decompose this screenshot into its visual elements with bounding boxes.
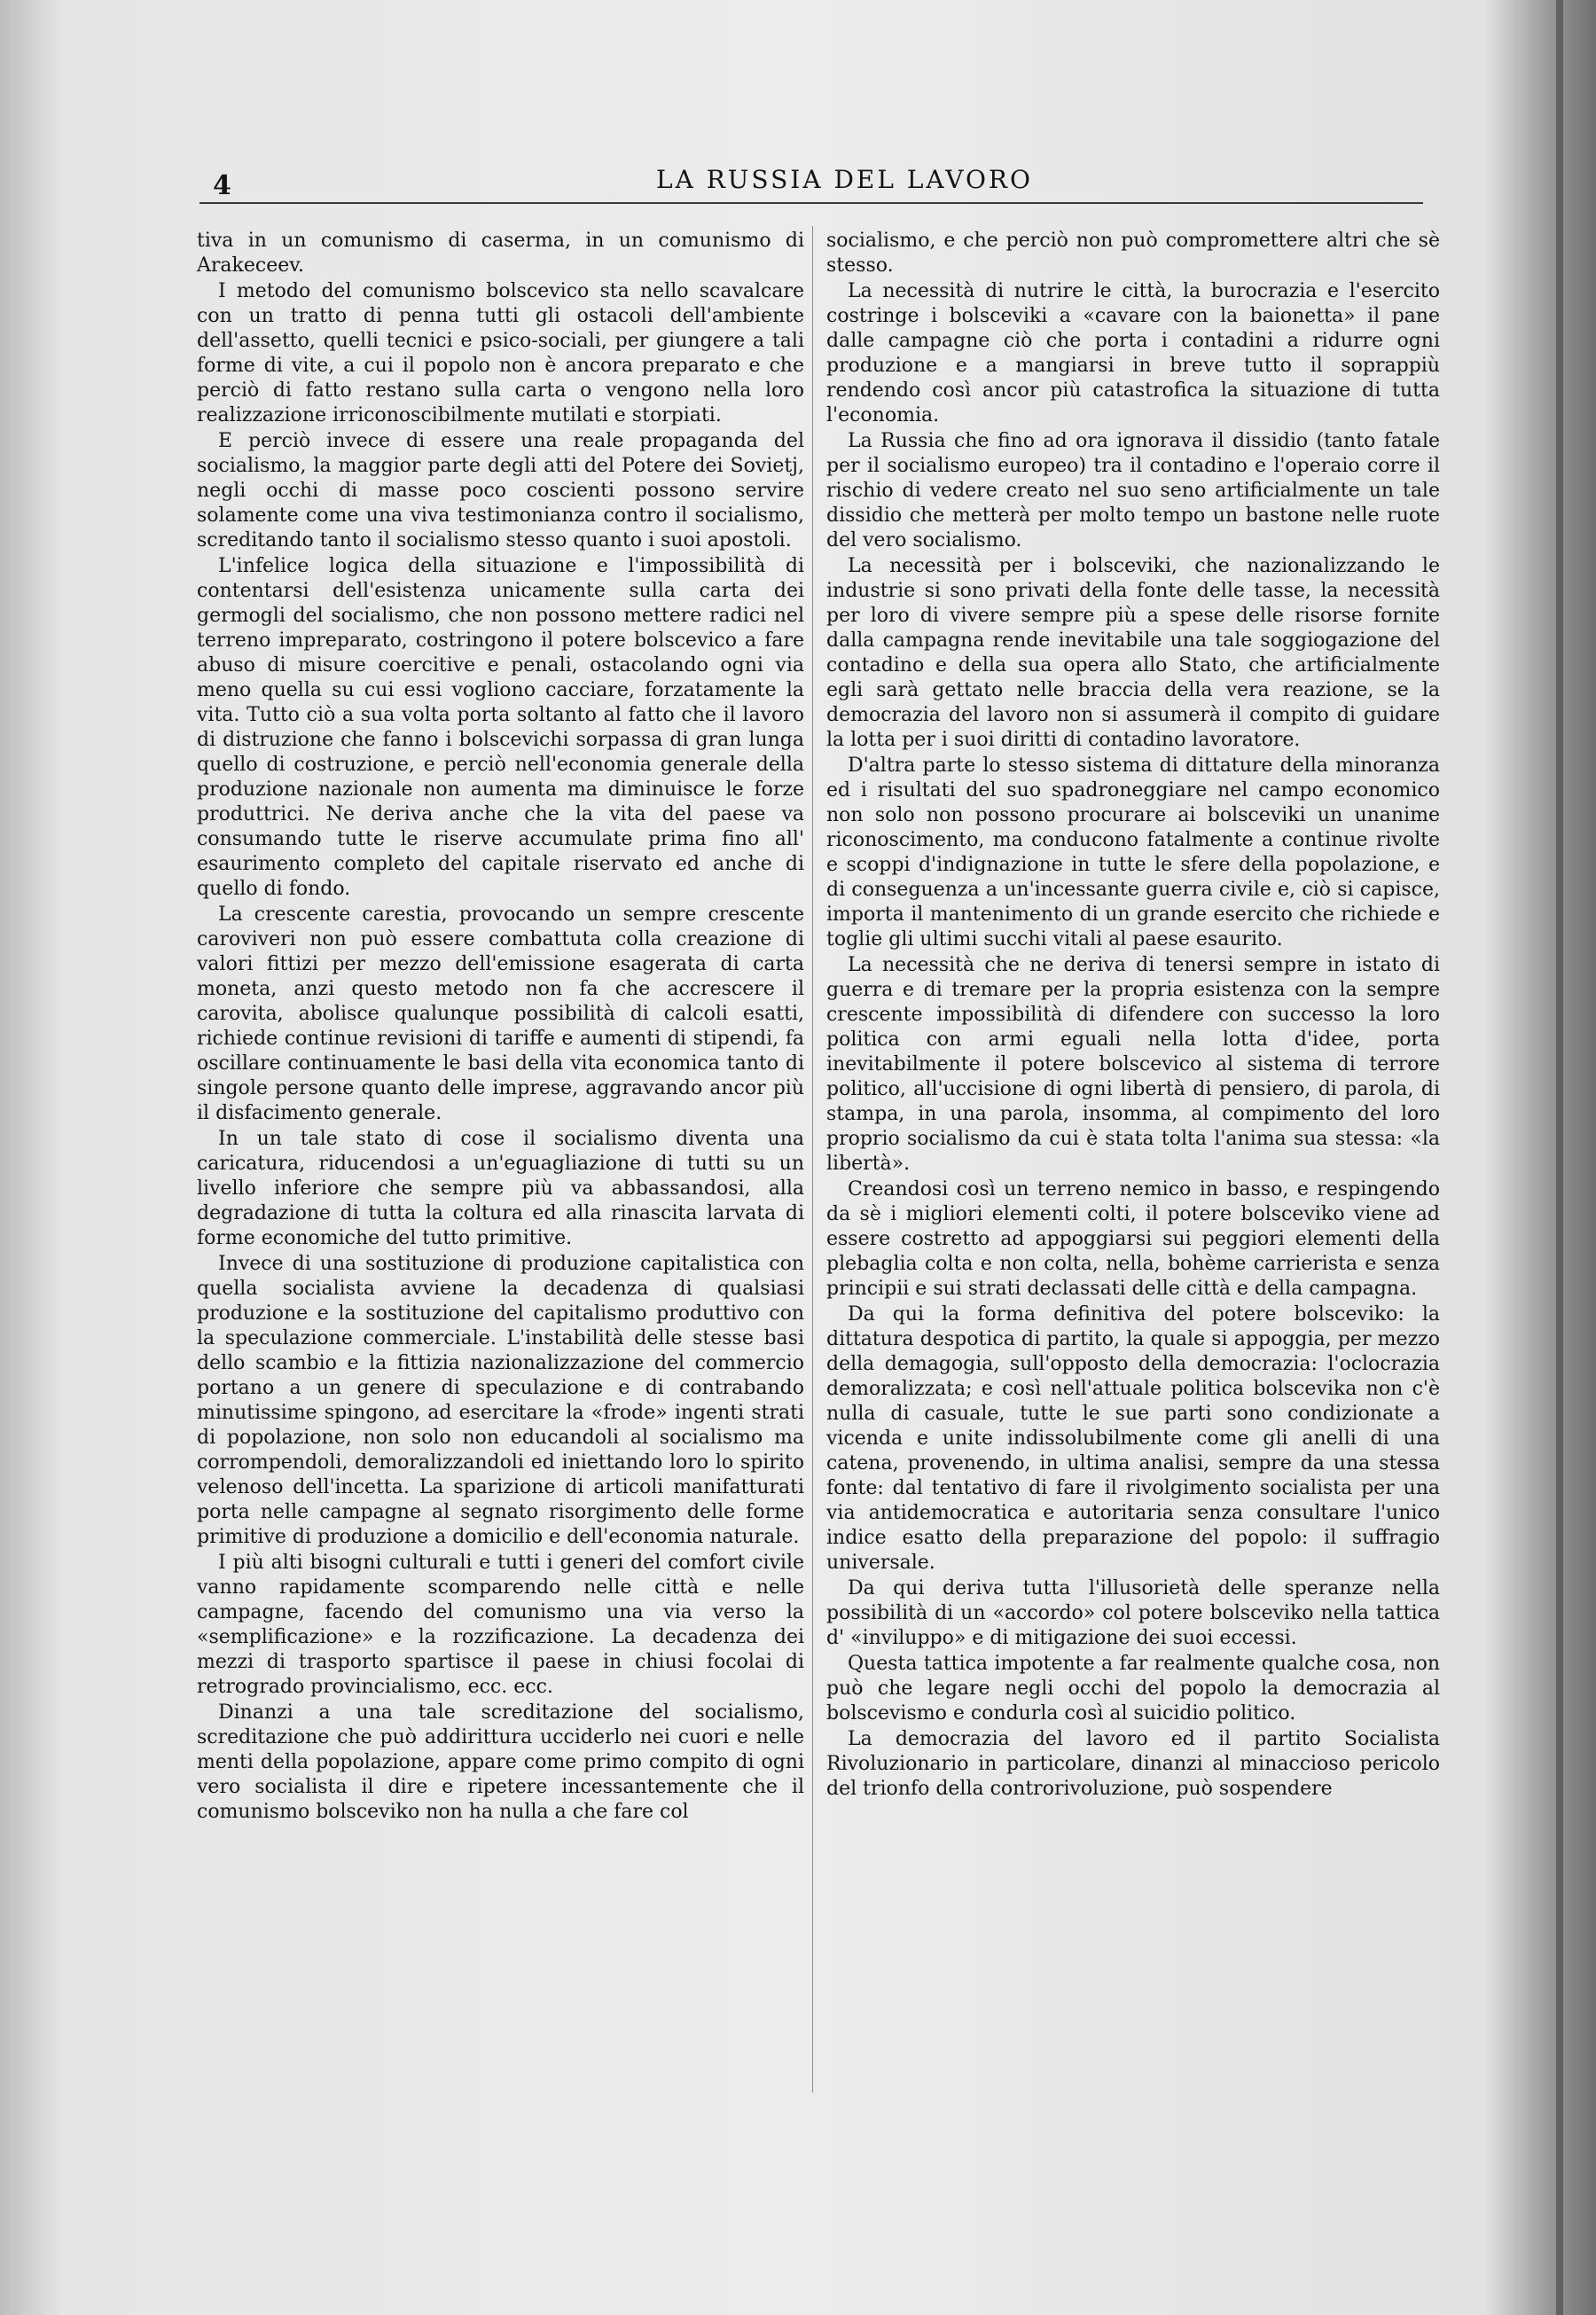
paragraph: La Russia che fino ad ora ignorava il dissidio (tanto fatale per il socialismo europeo) tra il contadino e l'operaio corre il rischio di vedere creato nel suo seno artificialmente un tale dissidio che metterà per molto tempo un bastone nelle ruote del vero socialismo.: [826, 430, 1440, 551]
page-fold-shadow: [1556, 0, 1563, 2315]
paragraph: Da qui la forma definitiva del potere bolsceviko: la dittatura despotica di partito, la quale si appoggia, per mezzo della demagogia, sull'opposto della democrazia: l'oclocrazia demoralizzata; e così nell'attuale politica bolscevika non c'è nulla di casuale, tutte le sue parti sono condizionate a vicenda e unite indissolubilmente come gli anelli di una catena, provenendo, in ultima analisi, sempre da una stessa fonte: dal tentativo di fare il rivolgimento socialista per una via antidemocratica e autoritaria senza consultare l'unico indice esatto della preparazione del popolo: il suffragio universale.: [826, 1303, 1440, 1574]
paragraph: L'infelice logica della situazione e l'impossibilità di contentarsi dell'esistenza unicamente sulla carta dei germogli del socialismo, che non possono mettere radici nel terreno impreparato, costringono il potere bolscevico a fare abuso di misure coercitive e penali, ostacolando ogni via meno quella su cui essi vogliono cacciare, forzatamente la vita. Tutto ciò a sua volta porta soltanto al fatto che il lavoro di distruzione che fanno i bolscevichi sorpassa di gran lunga quello di costruzione, e perciò nell'economia generale della produzione nazionale non aumenta ma diminuisce le forze produttrici. Ne deriva anche che la vita del paese va consumando tutte le riserve accumulate prima fino all' esaurimento completo del capitale riservato ed anche di quello di fondo.: [197, 555, 804, 900]
paragraph: La democrazia del lavoro ed il partito Socialista Rivoluzionario in particolare, dinanzi al minaccioso pericolo del trionfo della controrivoluzione, può sospendere: [826, 1728, 1440, 1800]
paragraph: E perciò invece di essere una reale propaganda del socialismo, la maggior parte degli atti del Potere dei Sovietj, negli occhi di masse poco coscienti possono servire solamente come una viva testimonianza contro il socialismo, screditando tanto il socialismo stesso quanto i suoi apostoli.: [197, 430, 804, 551]
column-divider: [812, 226, 813, 2092]
paragraph: tiva in un comunismo di caserma, in un comunismo di Arakeceev.: [197, 230, 804, 277]
paragraph: La necessità per i bolsceviki, che nazionalizzando le industrie si sono privati della fonte delle tasse, la necessità per loro di vivere sempre più a spese delle risorse fornite dalla campagna rende inevitabile una tale soggiogazione del contadino e della sua opera allo Stato, che artificialmente egli sarà gettato nelle braccia della vera reazione, se la democrazia del lavoro non si assumerà il compito di guidare la lotta per i suoi diritti di contadino lavoratore.: [826, 555, 1440, 751]
paragraph: Invece di una sostituzione di produzione capitalistica con quella socialista avviene la decadenza di qualsiasi produzione e la sostituzione del capitalismo produttivo con la speculazione commerciale. L'instabilità delle stesse basi dello scambio e la fittizia nazionalizzazione del commercio portano a un genere di speculazione e di contrabando minutissime spingono, ad esercitare la «frode» ingenti strati di popolazione, non solo non educandoli al socialismo ma corrompendoli, demoralizzandoli ed iniettando loro lo spirito velenoso dell'incetta. La sparizione di articoli manifatturati porta nelle campagne al segnato risorgimento delle forme primitive di produzione a domicilio e dell'economia naturale.: [197, 1253, 804, 1548]
paragraph: In un tale stato di cose il socialismo diventa una caricatura, riducendosi a un'eguagliazione di tutti su un livello inferiore che sempre più va abbassandosi, alla degradazione di tutta la coltura ed alla rinascita larvata di forme economiche del tutto primitive.: [197, 1128, 804, 1249]
paragraph: Creandosi così un terreno nemico in basso, e respingendo da sè i migliori elementi colti, il potere bolsceviko viene ad essere costretto ad appoggiarsi sui peggiori elementi della plebaglia colta e non colta, nella, bohème carrierista e senza principii e sui strati declassati delle città e della campagna.: [826, 1178, 1440, 1300]
paragraph: La necessità di nutrire le città, la burocrazia e l'esercito costringe i bolsceviki a «cavare con la baionetta» il pane dalle campagne ciò che porta i contadini a ridurre ogni produzione e a mangiarsi in breve tutto il soprappiù rendendo così ancor più catastrofica la situazione di tutta l'economia.: [826, 280, 1440, 426]
paragraph: Da qui deriva tutta l'illusorietà delle speranze nella possibilità di un «accordo» col potere bolsceviko nella tattica d' «inviluppo» e di mitigazione dei suoi eccessi.: [826, 1577, 1440, 1649]
paragraph: La crescente carestia, provocando un sempre crescente caroviveri non può essere combattuta colla creazione di valori fittizi per mezzo dell'emissione esagerata di carta moneta, anzi questo metodo non fa che accrescere il carovita, abolisce qualunque possibilità di calcoli esatti, richiede continue revisioni di tariffe e aumenti di stipendi, fa oscillare continuamente le basi della vita economica tanto di singole persone quanto delle imprese, aggravando ancor più il disfacimento generale.: [197, 903, 804, 1124]
left-column: [197, 229, 804, 2091]
page-number: 4: [213, 170, 231, 201]
paragraph: Questa tattica impotente a far realmente qualche cosa, non può che legare negli occhi del popolo la democrazia al bolscevismo e condurla così al suicidio politico.: [826, 1653, 1440, 1725]
paragraph: D'altra parte lo stesso sistema di dittature della minoranza ed i risultati del suo spadroneggiare nel campo economico non solo non possono procurare ai bolsceviki un unanime riconoscimento, ma conducono fatalmente a continue rivolte e scoppi d'indignazione in tutte le sfere della popolazione, e di conseguenza a un'incessante guerra civile e, ciò si capisce, importa il mantenimento di un grande esercito che richiede e toglie gli ultimi succhi vitali al paese esaurito.: [826, 755, 1440, 950]
paragraph: socialismo, e che perciò non può compromettere altri che sè stesso.: [826, 230, 1440, 277]
right-column: [826, 229, 1440, 2091]
paragraph: I più alti bisogni culturali e tutti i generi del comfort civile vanno rapidamente scomparendo nelle città e nelle campagne, facendo del comunismo una via verso la «semplificazione» e la rozzificazione. La decadenza dei mezzi di trasporto spartisce il paese in chiusi focolai di retrogrado provincialismo, ecc. ecc.: [197, 1552, 804, 1698]
paragraph: I metodo del comunismo bolscevico sta nello scavalcare con un tratto di penna tutti gli ostacoli dell'ambiente dell'assetto, quelli tecnici e psico-sociali, per giungere a tali forme di vite, a cui il popolo non è ancora preparato e che perciò di fatto restano sulla carta o vengono nella loro realizzazione irriconoscibilmente mutilati e storpiati.: [197, 280, 804, 426]
running-title: LA RUSSIA DEL LAVORO: [656, 165, 1033, 194]
paragraph: La necessità che ne deriva di tenersi sempre in istato di guerra e di tremare per la propria esistenza con la sempre crescente impossibilità di difendere con successo la loro politica con armi eguali nella lotta d'idee, porta inevitabilmente il potere bolscevico al sistema di terrore politico, all'uccisione di ogni libertà di pensiero, di parola, di stampa, in una parola, insomma, al compimento del loro proprio socialismo da cui è stata tolta l'anima sua stessa: «la libertà».: [826, 954, 1440, 1175]
paragraph: Dinanzi a una tale screditazione del socialismo, screditazione che può addirittura ucciderlo nei cuori e nelle menti della popolazione, appare come primo compito di ogni vero socialista il dire e ripetere incessantemente che il comunismo bolsceviko non ha nulla a che fare col: [197, 1701, 804, 1823]
header-rule: [200, 202, 1423, 204]
